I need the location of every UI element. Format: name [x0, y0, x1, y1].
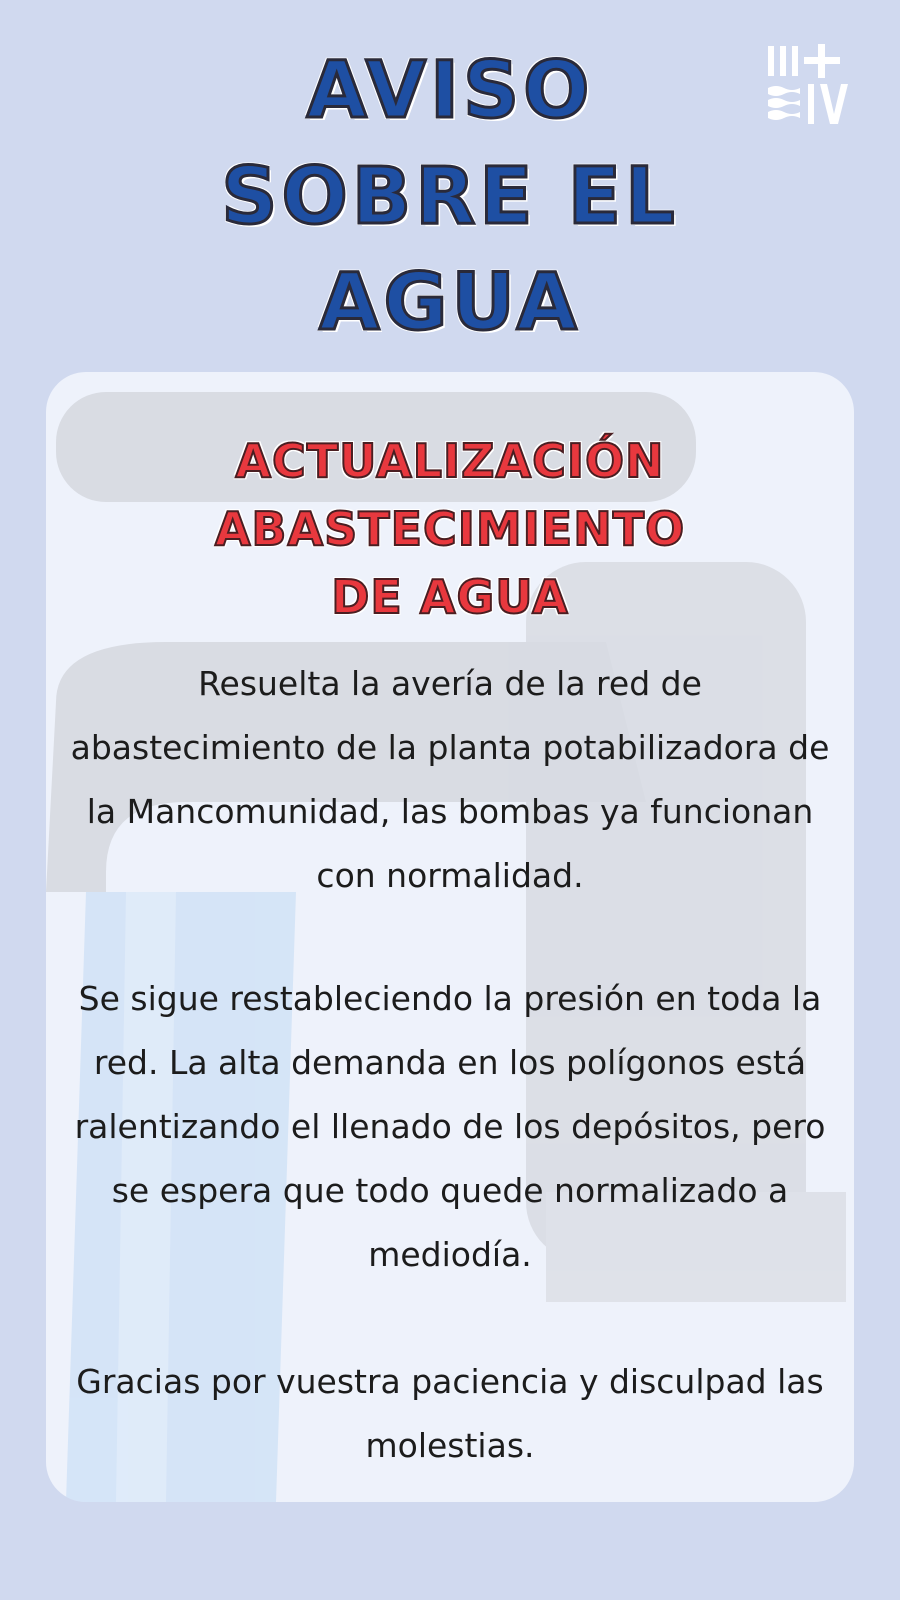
paragraph-thanks: Gracias por vuestra paciencia y disculpad las molestias. — [76, 1362, 824, 1465]
paragraph-pressure-update: Se sigue restableciendo la presión en toda la red. La alta demanda en los polígonos está ralentizando el llenado de los depósitos, pero se espera que todo quede normalizado a mediodía. — [74, 979, 826, 1274]
notice-card — [46, 372, 854, 1502]
subtitle-line-2: ABASTECIMIENTO — [214, 502, 686, 556]
title-line-3: AGUA — [319, 258, 581, 348]
paragraph-repair-resolved: Resuelta la avería de la red de abastecimiento de la planta potabilizadora de la Mancomunidad, las bombas ya funcionan con normalidad. — [70, 664, 830, 895]
town-logo-icon — [768, 44, 848, 128]
title-line-1: AVISO — [306, 46, 594, 136]
subtitle-line-1: ACTUALIZACIÓN — [235, 434, 665, 488]
subtitle-line-3: DE AGUA — [331, 570, 569, 624]
title-line-2: SOBRE EL — [221, 152, 679, 242]
